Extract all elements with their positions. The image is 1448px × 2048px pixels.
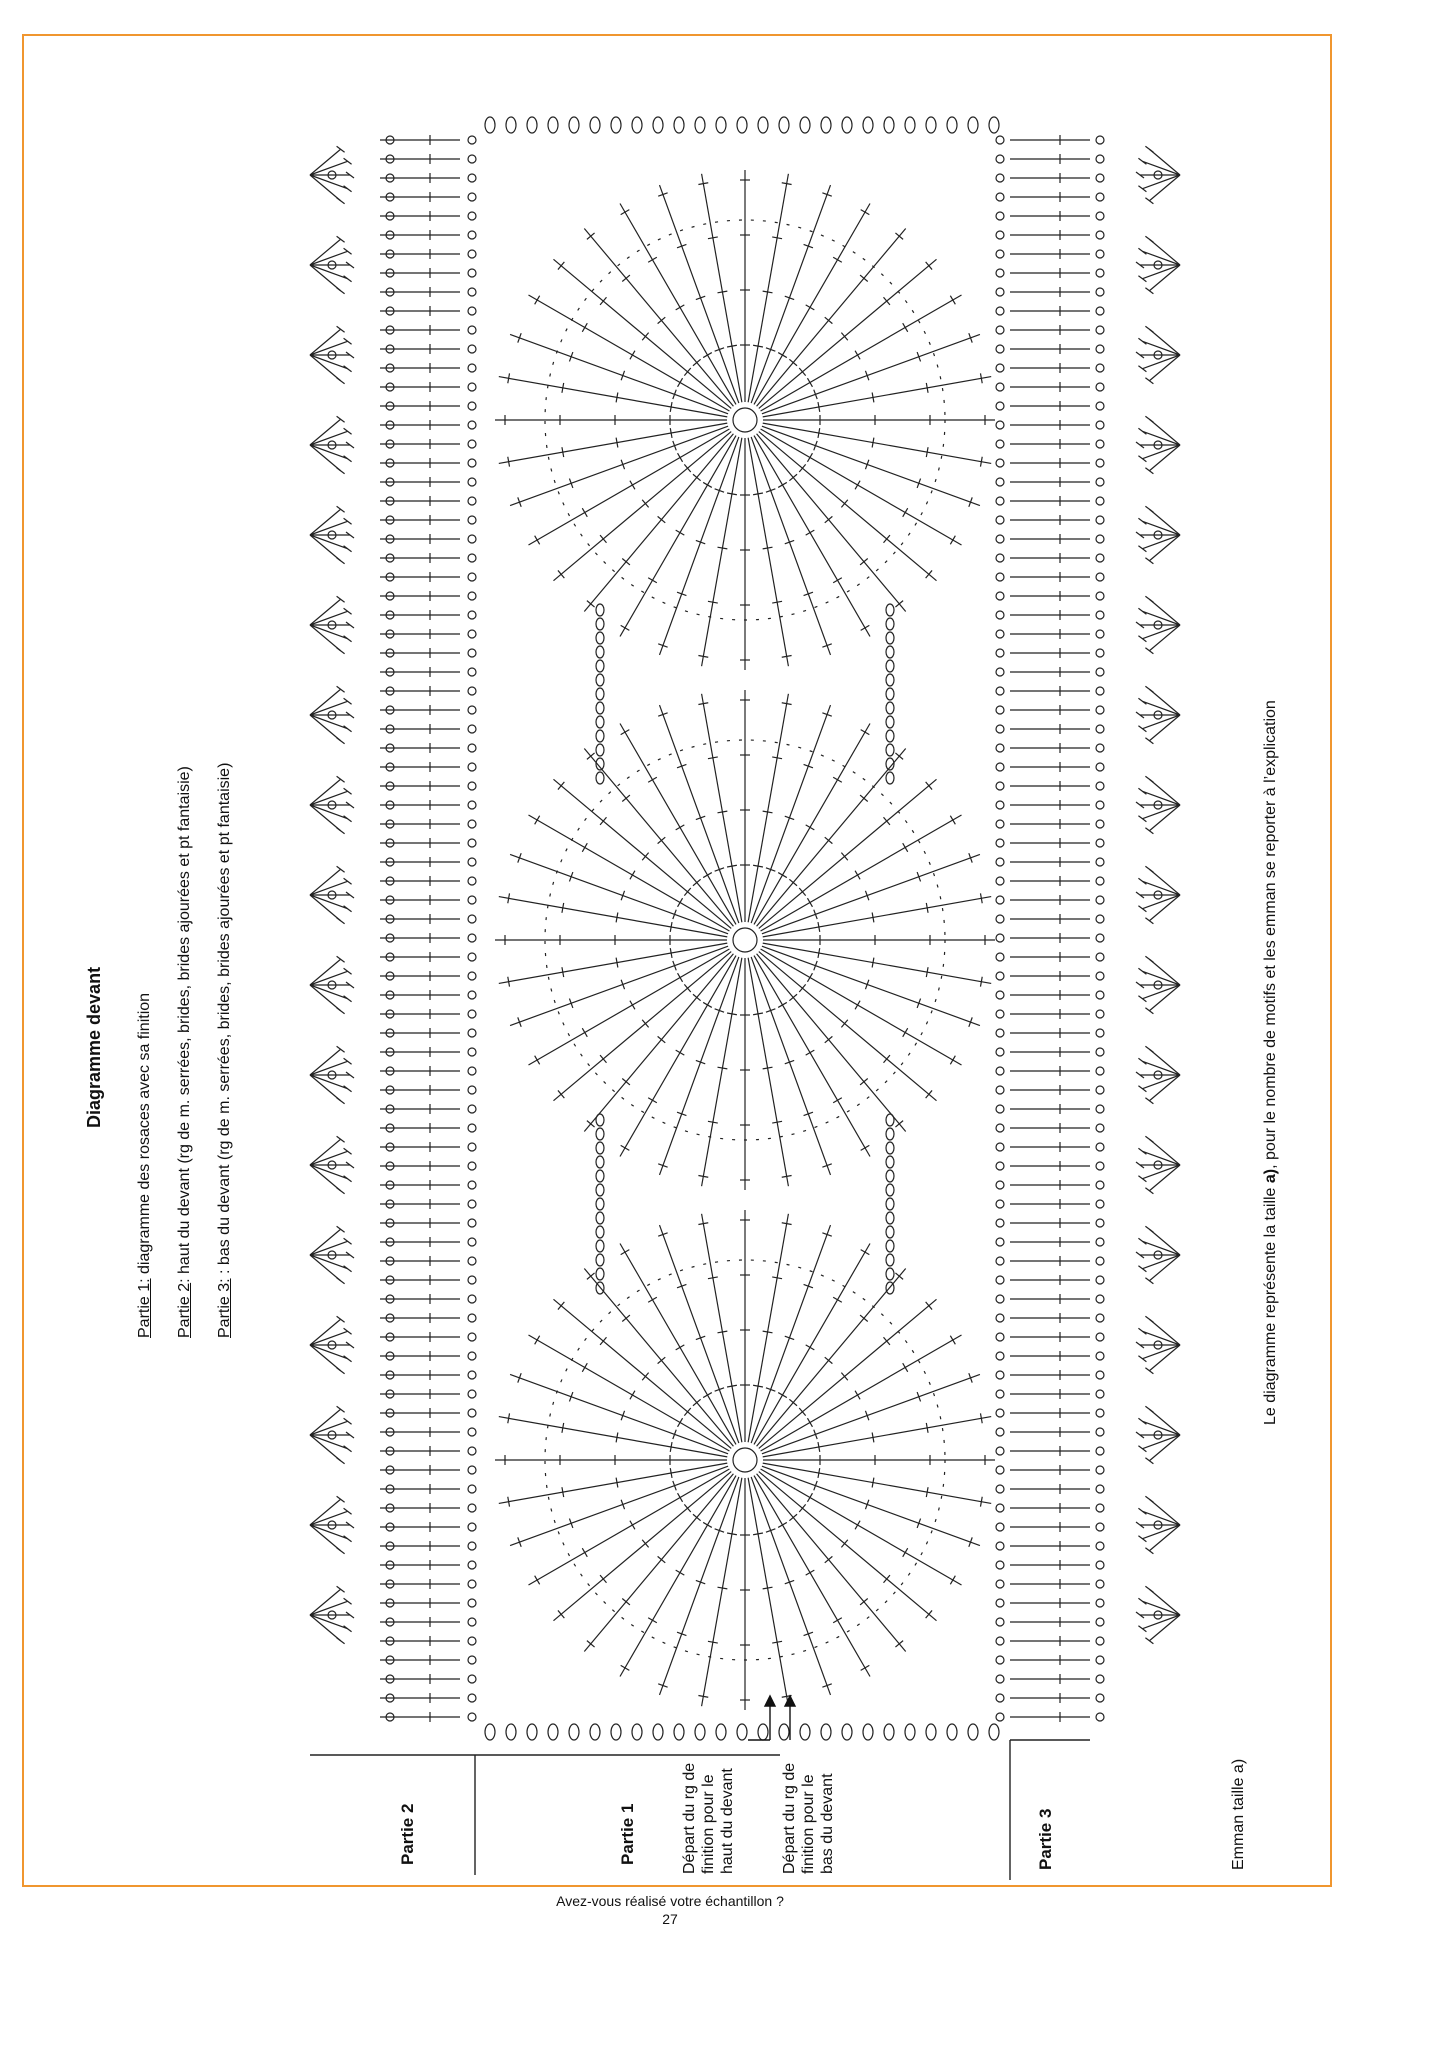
- start-haut-line1: Départ du rg de: [681, 1762, 698, 1874]
- start-haut-line2: finition pour le: [700, 1774, 717, 1874]
- start-label-haut: [680, 1763, 737, 1874]
- part1-label: Partie 1:: [136, 1278, 153, 1338]
- part2-description: [176, 766, 194, 1338]
- part2-text: : haut du devant (rg de m. serrées, brides, brides ajourées et pt fantaisie): [176, 766, 193, 1283]
- section-label-partie3: Partie 3: [1036, 1808, 1055, 1870]
- start-bas-line3: bas du devant: [819, 1773, 836, 1874]
- start-bas-line1: Départ du rg de: [781, 1762, 798, 1874]
- size-note: [1262, 700, 1280, 1425]
- part1-text: diagramme des rosaces avec sa finition: [136, 992, 153, 1279]
- note-bold: a): [1262, 1168, 1279, 1184]
- part3-description: [216, 763, 234, 1338]
- start-haut-line3: haut du devant: [719, 1768, 736, 1874]
- note-before: Le diagramme représente la taille: [1262, 1183, 1279, 1425]
- start-label-bas: [780, 1763, 837, 1874]
- footer-question: Avez-vous réalisé votre échantillon ?: [556, 1893, 784, 1909]
- page-number: 27: [662, 1911, 678, 1927]
- rosettes: [495, 170, 995, 1710]
- part3-label: Partie 3:: [216, 1278, 233, 1338]
- part3-text: : bas du devant (rg de m. serrées, brides, brides ajourées et pt fantaisie): [216, 762, 233, 1279]
- section-label-partie1: Partie 1: [618, 1803, 637, 1865]
- section-label-partie2: Partie 2: [398, 1803, 417, 1865]
- emman-label: Emman taille a): [1230, 1758, 1247, 1870]
- start-bas-line2: finition pour le: [800, 1774, 817, 1874]
- diagram-title: Diagramme devant: [84, 966, 104, 1128]
- part2-label: Partie 2: [176, 1282, 193, 1338]
- part1-description: [136, 993, 154, 1338]
- note-after: , pour le nombre de motifs et les emman se reporter à l’explication: [1262, 700, 1279, 1169]
